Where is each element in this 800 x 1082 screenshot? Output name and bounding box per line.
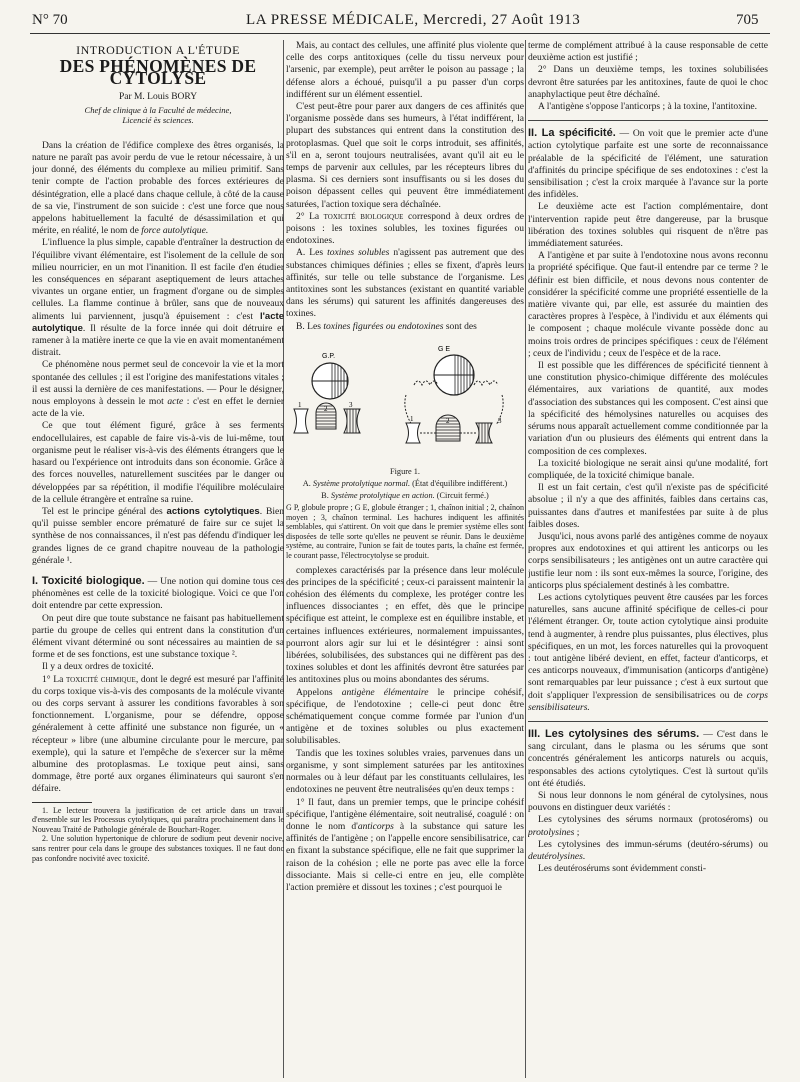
section-1: I. Toxicité biologique. — Une notion qui domine tous ces phénomènes est celle de la toxicité biologique. Voici ce que l'on doit entendre par cette expression. xyxy=(32,574,284,612)
paragraph: Les actions cytolytiques peuvent être causées par les forces naturelles, sans aucune affinité spécifique de celles-ci pour l'élément étranger. Or, toute action cytolytique ainsi produite tend à augmenter, à rendre plus puissantes, plus électives, plus spécifiques, en un mot, les forces naturelles qui la provoquent : tout antigène libéré devient, en effet, facteur d'anticorps, et ces anticorps nouveaux, d'immunisation (anticorps d'antigène) sont remarquables par leur puissance ; c'est à eux surtout que doit s'appliquer l'expression de sensibilisatrices ou de corps sensibilisateurs. xyxy=(528,591,768,713)
chain-link-1 xyxy=(294,409,308,433)
page-header xyxy=(0,0,800,30)
article-intro: INTRODUCTION A L'ÉTUDE xyxy=(76,43,240,57)
section-rule xyxy=(528,721,768,722)
paragraph: A l'antigène et par suite à l'endotoxine nous avons reconnu la propriété spécifique. Que faut-il entendre par ce terme ? le définir est bien difficile, et nous devons nous contenter de considérer la spécificité comme une propriété essentielle de la matière vivante qui, par elle, est assurée du maintien des caractères propres à l'espèce, à l'individu et aux éléments qui le composent ; chaque molécule vivante possède donc au moins trois ordres de principes spécifiques : ceux de l'élément ; ceux de l'individu ; ceux de l'espèce et de la race. xyxy=(528,250,768,359)
paragraph: Il y a deux ordres de toxicité. xyxy=(42,661,154,673)
paragraph: 1° La toxicité chimique, dont le degré est mesuré par l'affinité du corps toxique vis-à-vis des composants de la molécule vivante ou des corps servant à assurer les conditions favorables à son fonctionnement. L'organisme, pour se défendre, oppose généralement à cette affinité une substance non figurée, un « récepteur » libre (une albumine circulante pour le mercure, par exemple), qui la sature et l'empêche de s'exercer sur la même albumine des protoplasmas. Le toxique peut ainsi, sans dommage, être porté aux organes éliminateurs qui sauront s'en défaire. xyxy=(32,673,284,795)
section-3: III. Les cytolysines des sérums. — C'est dans le sang circulant, dans le plasma ou les sérums que sont concentrés généralement les anticorps naturels ou acquis, responsables des actions cytolytiques. C'est là surtout qu'ils ont été étudiés. xyxy=(528,727,768,789)
column-2 xyxy=(286,40,524,1078)
paragraph: B. Les toxines figurées ou endotoxines sont des xyxy=(296,320,477,332)
paragraph: Jusqu'ici, nous avons parlé des antigènes comme de noyaux propres aux endotoxines et qui attirent les anticorps ou les corps sensibilisateurs ; les antigènes ont un autre caractère qui justifie leur nom : ils sont eux-mêmes la source, l'origine, des anticorps plus spécialement destinés à les combattre. xyxy=(528,530,768,591)
column-3 xyxy=(528,40,768,1078)
paragraph: complexes caractérisés par la présence dans leur molécule des principes de la spécificité ; ceux-ci paraissent maintenir la cohésion des éléments du complexe, les protéger contre les influences dissociantes ; en effet, dès que le principe spécifique est atteint, le complexe est en équilibre instable, et certaines influences extérieures, normalement impuissantes, pourront alors agir sur lui et le désintégrer : ainsi sont libérées, solubilisées, des substances qui ne diffèrent pas des toxines solubles et dont les affinités devront être saturées par les antitoxines plus ou moins abondantes des sérums. xyxy=(286,564,524,686)
footnote-1: 1. Le lecteur trouvera la justification de cet article dans un travail d'ensemble sur les Processus cytolytiques, qui paraîtra prochainement dans le Nouveau Traité de Pathologie générale de Bouchart-Roger. xyxy=(32,805,284,834)
paragraph: Il est possible que les différences de spécificité tiennent à une constitution physico-chimique différente des molécules élémentaires, aux variations de quantité, aux modes d'association des substances qui les composent. C'est ainsi que la spécificité des hémolysines naturelles ou acquises des sérums nous apparaît actuellement comme conditionnée par la variation d'un ou plusieurs des éléments qui entrent dans la composition de ces complexes. xyxy=(528,360,768,457)
section-title: II. La spécificité. xyxy=(528,127,616,140)
footnote-2: 2. Une solution hypertonique de chlorure de sodium peut devenir nocive, sans rentrer pour cela dans le groupe des substances toxiques. Il ne faut donc pas confondre nocivité avec toxicité. xyxy=(32,834,284,863)
paragraph: C'est peut-être pour parer aux dangers de ces affinités que l'organisme possède dans ses humeurs, à l'état indifférent, la plupart des substances qui entrent dans la constitution des protoplasmas. Quel que soit le corps introduit, ses affinités, s'il en a, seront toujours neutralisées, avant qu'il ait eu le temps de parvenir aux cellules, par les récepteurs libres du plasma. Si ces derniers sont insuffisants ou si les doses du poison dépassent celles qui peuvent être immédiatement saturées, l'action toxique sera déchaînée. xyxy=(286,101,524,210)
figure-title: Figure 1. xyxy=(390,467,420,477)
paragraph: Dans la création de l'édifice complexe des êtres organisés, la nature ne paraît pas avoir perdu de vue le retour nécessaire, à un jour donné, des éléments du complexe au milieu primitif. Sans tenir compte de l'action probable des forces extérieures de désintégration, elle a placé dans chaque cellule, à côté de la cause de sa vie, l'instrument de son suicide : c'est une force que nous appelons habituellement la faculté de désassimilation et qui mérite, en réalité, le nom de force autolytique. xyxy=(32,139,284,237)
figure-legend: G P, globule propre ; G E, globule étranger ; 1, chaînon initial ; 2, chaînon moyen ; 3, chaînon terminal. Les hachures indiquent les affinités semblables, qui s'attirent. On voit que dans le premier système elles sont disposées de telle sorte qu'elles ne peuvent se réunir. Dans le deuxième système, au contraire, l'union se fait de toutes parts, la chaîne est fermée, le courant passe, l'électrocytolyse se produit. xyxy=(286,503,524,561)
header-rule xyxy=(30,33,770,34)
column-1 xyxy=(32,40,284,1078)
article-title: DES PHÉNOMÈNES DE CYTOLYSE xyxy=(59,56,257,89)
paragraph: Les cytolysines des sérums normaux (protoséroms) ou protolysines ; xyxy=(528,814,768,838)
paragraph: Les deutérosérums sont évidemment consti- xyxy=(538,863,707,875)
label-ge: G E xyxy=(438,345,451,353)
caption-b: B. Système protolytique en action. (Circuit fermé.) xyxy=(321,491,489,501)
label-gp: G.P. xyxy=(322,352,336,360)
circuit-arc xyxy=(414,381,438,385)
label-2: 2 xyxy=(446,416,450,425)
chain-link-3 xyxy=(344,409,360,433)
label-1: 1 xyxy=(298,400,302,409)
paragraph: On peut dire que toute substance ne faisant pas habituellement partie du groupe de celles qui entrent dans la constitution d'un élément vivant déterminé ou sont nécessaires au maintien de sa forme et de ses fonctions, est une substance toxique ². xyxy=(32,612,284,661)
label-3: 3 xyxy=(349,400,353,409)
paragraph: Le deuxième acte est l'action complémentaire, dont l'intervention rapide peut être dangereuse, par la brusque libération des toxines solubles qui risquent de n'être pas immédiatement saturées. xyxy=(528,201,768,250)
cytolysis-diagram xyxy=(286,339,524,461)
affiliation-line: Chef de clinique à la Faculté de médecine, xyxy=(84,104,232,115)
page-number: 705 xyxy=(736,12,759,28)
journal-title: LA PRESSE MÉDICALE, Mercredi, 27 Août 1913 xyxy=(246,12,581,28)
figure-1 xyxy=(286,339,524,561)
circuit-arc xyxy=(474,381,498,385)
paragraph: Ce phénomène nous permet seul de concevoir la vie et la mort spontanée des cellules ; il est l'origine des manifestations vitales ; il est aussi la dernière de ces manifestations. — Pour le désigner, nous employons à dessein le mot acte : c'est en effet le dernier acte de la vie. xyxy=(32,359,284,420)
paragraph: Il est un fait certain, c'est qu'il n'existe pas de spécificité absolue ; il n'y a que des affinités, faibles dans certains cas, puissantes dans d'autres et manifestées par suite à de plus faibles doses. xyxy=(528,482,768,530)
author-affiliation xyxy=(32,105,284,126)
paragraph: Appelons antigène élémentaire le principe cohésif, spécifique, de l'endotoxine ; celle-ci peut donc être schématiquement conçue comme formée par l'union d'un antigène et de toxines solubles ou plus exactement solubilisables. xyxy=(286,686,524,747)
paragraph: Tandis que les toxines solubles vraies, parvenues dans un organisme, y sont simplement saturées par les antitoxines normales ou à leur défaut par les constituants cellulaires, les endotoxines ne peuvent être neutralisées qu'en deux temps : xyxy=(286,747,524,796)
column-divider xyxy=(525,40,526,1078)
paragraph: L'influence la plus simple, capable d'entraîner la destruction de l'équilibre vivant élémentaire, est l'isolement de la cellule de son milieu nourricier, en un mot l'inanition. Il est facile d'en étudier les conséquences en séparant aseptiquement de leurs attaches vivantes un organe entier, un fragment d'organe ou de simples cellules. La flamme continue à brûler, sans que de nouveaux aliments lui parviennent, jusqu'à épuisement : c'est l'acte autolytique. Il résulte de la force innée qui doit détruire et ramener à la matière inerte ce que la vie en avait momentanément distrait. xyxy=(32,237,284,359)
section-title: III. Les cytolysines des sérums. xyxy=(528,727,700,740)
chain-link-1 xyxy=(406,423,420,443)
paragraph: A. Les toxines solubles n'agissent pas autrement que des substances chimiques définies ; elles se fixent, d'après leurs affinités, sur telle ou telle substance de l'organisme. Les antitoxines sont les substances (existant en quantité variable dans les sérums) qui saturent les affinités dangereuses des toxines. xyxy=(286,247,524,320)
label-1: 1 xyxy=(410,414,414,423)
section-2: II. La spécificité. — On voit que le premier acte d'une action cytolytique parfaite est une sorte de reconnaissance préalable de la spécificité de l'élément, une saturation d'affinités du principe spécifique de ses endotoxines : c'est la sensibilisation ; c'est la croix marquée à l'avance sur la porte des infidèles. xyxy=(528,127,768,201)
paragraph: A l'antigène s'oppose l'anticorps ; à la toxine, l'antitoxine. xyxy=(538,101,757,113)
section-title: I. Toxicité biologique. xyxy=(32,574,145,587)
paragraph: Les cytolysines des immun-sérums (deutéro-sérums) ou deutérolysines. xyxy=(528,838,768,862)
paragraph: Tel est le principe général des actions cytolytiques. Bien qu'il puisse sembler encore prématuré de faire sur ce sujet la synthèse de nos connaissances, il n'est pas défendu d'indiquer les grandes lignes de ce grand chapitre nouveau de la pathologie générale ¹. xyxy=(32,505,284,566)
affiliation-line: Licencié ès sciences. xyxy=(122,115,194,126)
paragraph: 2° La toxicité biologique correspond à deux ordres de poisons : les toxines solubles, les toxines figurées ou endotoxines. xyxy=(286,210,524,247)
system-b xyxy=(405,346,503,443)
paragraph: terme de complément attribué à la cause responsable de cette deuxième action est justifié ; xyxy=(528,40,768,64)
paragraph: 2° Dans un deuxième temps, les toxines solubilisées devront être saturées par les antitoxines, faute de quoi le choc anaphylactique peut être déchaîné. xyxy=(528,64,768,100)
section-rule xyxy=(528,120,768,121)
paragraph: Mais, au contact des cellules, une affinité plus violente que celle des corps antitoxiques (celle du tissu nerveux pour l'arsenic, par exemple), peut arrêter le poison au passage ; la défense alors a échoué, puisqu'il a pu passer d'un corps indifférent sur un élément essentiel. xyxy=(286,40,524,100)
chain-link-3 xyxy=(476,423,492,443)
label-3: 3 xyxy=(498,416,502,425)
paragraph: Ce que tout élément figuré, grâce à ses ferments endocellulaires, est capable de faire vis-à-vis de lui-même, tout organisme peut le réaliser vis-à-vis des éléments étrangers que le hasard ou l'expérience ont introduits dans son économie. Grâce à des forces nouvelles, naturellement suscitées par le danger ou développées par sa répétition, il modifie l'équilibre moléculaire de la cellule étrangère et entraîne sa ruine. xyxy=(32,420,284,505)
paragraph: 1° Il faut, dans un premier temps, que le principe cohésif spécifique, l'antigène élémentaire, soit neutralisé, coagulé : on donne le nom d'anticorps à la substance qui sature les affinités de l'antigène ; on l'appelle encore sensibilisatrice, car en fixant la substance spécifique, elle ne fait que supprimer la raison de la cohésion ; elle ne porte pas avec elle la force dissociante. Mais si celle-ci entre en jeu, elle complète l'action première et dissout les toxines ; c'est pourquoi le xyxy=(286,796,524,893)
article-byline: Par M. Louis BORY xyxy=(118,91,198,102)
label-2: 2 xyxy=(324,404,328,413)
issue-number: N° 70 xyxy=(32,12,68,28)
system-a xyxy=(294,353,360,433)
caption-a: A. Système protolytique normal. (État d'équilibre indifférent.) xyxy=(302,479,508,489)
paragraph: Si nous leur donnons le nom général de cytolysines, nous pouvons en distinguer deux variétés : xyxy=(528,789,768,814)
footnote-rule xyxy=(32,802,92,803)
paragraph: La toxicité biologique ne serait ainsi qu'une modalité, fort compliquée, de la toxicité chimique banale. xyxy=(528,457,768,481)
